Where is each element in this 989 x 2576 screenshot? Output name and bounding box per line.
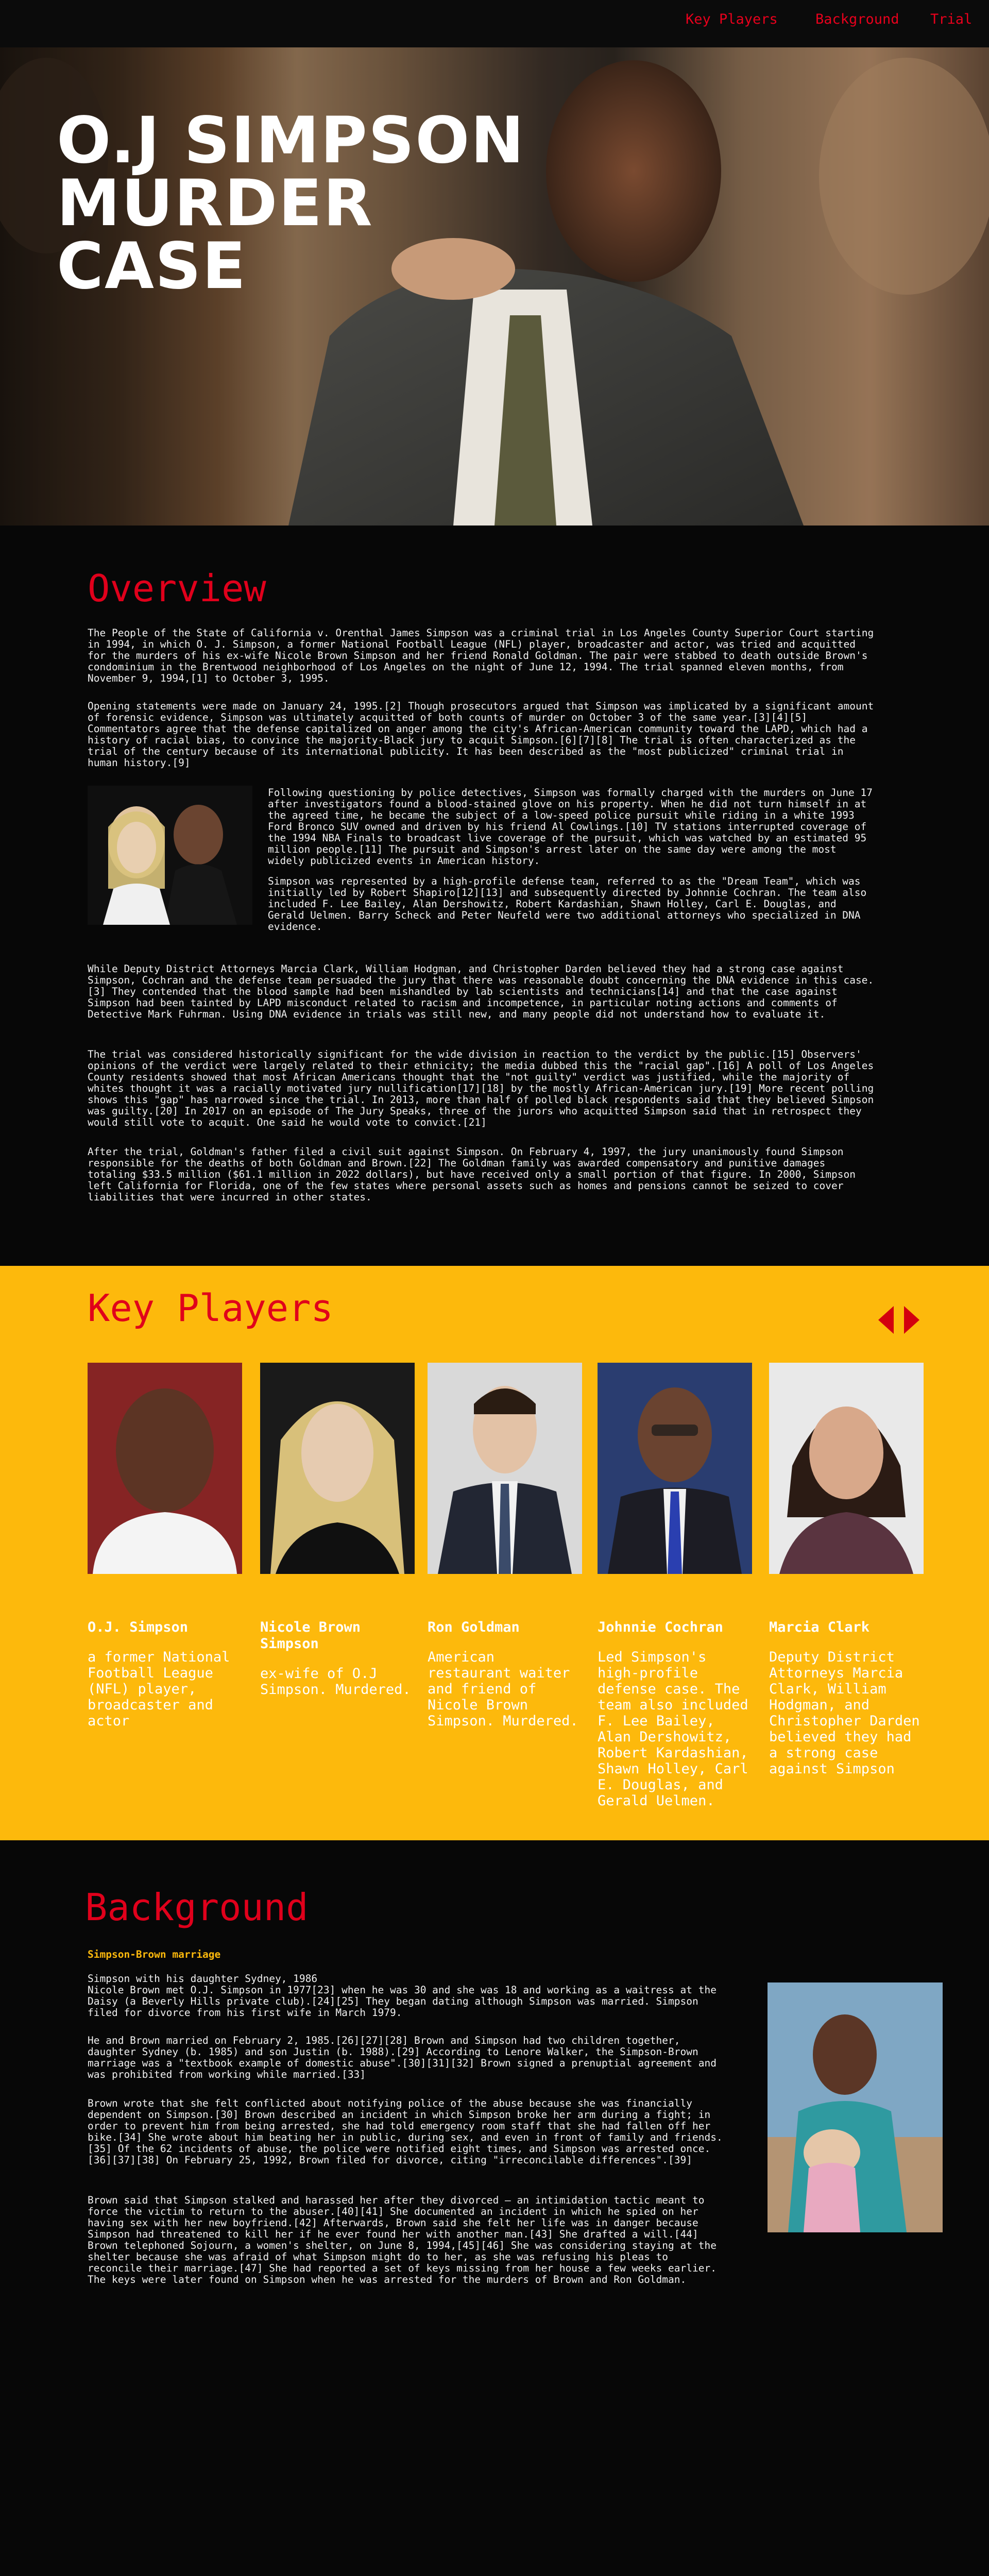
hero-title-line: MURDER	[57, 166, 373, 241]
overview-paragraph: Simpson was represented by a high-profile defense team, referred to as the "Dream Team", which was initially led by Robert Shapiro[12][13] and subsequently directed by Johnnie Cochran. The team also included F. Lee Bailey, Alan Dershowitz, Robert Kardashian, Shawn Holley, Carl E. Douglas, and Gerald Uelmen. Barry Scheck and Peter Neufeld were two additional attorneys who specialized in DNA evidence.	[268, 875, 867, 933]
overview-paragraph: After the trial, Goldman's father filed a civil suit against Simpson. On February 4, 1997, the jury unanimously found Simpson responsible for the deaths of both Goldman and Brown.[22] The Goldman family was awarded compensatory and punitive damages totaling $33.5 million ($61.1 million in 2022 dollars), but have received only a small portion of that figure. In 2000, Simpson left California for Florida, one of the few states where personal assets such as homes and pensions cannot be seized to cover liabilities that were incurred in other states.	[88, 1146, 856, 1203]
player-description: ex-wife of O.J Simpson. Murdered.	[260, 1666, 411, 1698]
player-card[interactable]	[769, 1363, 924, 1777]
overview-paragraph: The People of the State of California v. Orenthal James Simpson was a criminal trial in Los Angeles County Superior Court starting in 1994, in which O. J. Simpson, a former National Football League (NFL) player, broadcaster and actor, was tried and acquitted for the murders of his ex-wife Nicole Brown Simpson and her friend Ronald Goldman. The pair were stabbed to death outside Brown's condominium in the Brentwood neighborhood of Los Angeles on the night of June 12, 1994. The trial spanned eleven months, from November 9, 1994,[1] to October 3, 1995.	[88, 627, 874, 684]
background-paragraph: He and Brown married on February 2, 1985.[26][27][28] Brown and Simpson had two children together, daughter Sydney (b. 1985) and son Justin (b. 1988).[29] According to Lenore Walker, the Simpson-Brown marriage was a "textbook example of domestic abuse".[30][31][32] Brown signed a prenuptial agreement and was prohibited from working while married.[33]	[88, 2035, 717, 2080]
hero-title-line: CASE	[57, 229, 247, 303]
background-paragraph: Brown said that Simpson stalked and harassed her after they divorced – an intimidation tactic meant to force the victim to return to the abuser.[40][41] She documented an incident in which he spied on her having sex with her new boyfriend.[42] Afterwards, Brown said she felt her life was in danger because Simpson had threatened to kill her if he ever found her with another man.[43] She drafted a will.[44] Brown telephoned Sojourn, a women's shelter, on June 8, 1994,[45][46] She was considering staying at the shelter because she was afraid of what Simpson might do to her, as she was refusing his pleas to reconcile their marriage.[47] She had reported a set of keys missing from her house a few weeks earlier. The keys were later found on Simpson when he was arrested for the murders of Brown and Ron Goldman.	[88, 2194, 717, 2285]
player-photo	[260, 1363, 415, 1574]
player-name: Marcia Clark	[769, 1619, 870, 1635]
player-description: Deputy District Attorneys Marcia Clark, William Hodgman, and Christopher Darden believed they had a strong case against Simpson	[769, 1649, 920, 1777]
player-photo	[769, 1363, 924, 1574]
nav-link-key-players[interactable]: Key Players	[686, 11, 778, 27]
player-name: Ron Goldman	[428, 1619, 520, 1635]
hero-title-line: O.J SIMPSON	[57, 104, 525, 178]
key-players-section	[0, 1266, 989, 1840]
overview-paragraph: Opening statements were made on January 24, 1995.[2] Though prosecutors argued that Simpson was implicated by a significant amount of forensic evidence, Simpson was ultimately acquitted of both counts of murder on October 3 of the same year.[3][4][5] Commentators agree that the defense capitalized on anger among the city's African-American community toward the LAPD, which had a history of racial bias, to convince the majority-Black jury to acquit Simpson.[6][7][8] The trial is often characterized as the trial of the century because of its international publicity. It has been described as the "most publicized" criminal trial in human history.[9]	[88, 700, 874, 769]
overview-paragraph: The trial was considered historically significant for the wide division in reaction to the verdict by the public.[15] Observers' opinions of the verdict were largely related to their ethnicity; the media dubbed this the "racial gap".[16] A poll of Los Angeles County residents showed that most African Americans thought that the "not guilty" verdict was justified, while the majority of whites thought it was a racially motivated jury nullification[17][18] by the mostly African-American jury.[19] More recent polling shows this "gap" has narrowed since the trial. In 2013, more than half of polled black respondents said that they believed Simpson was guilty.[20] In 2017 on an episode of The Jury Speaks, three of the jurors who acquitted Simpson said that in retrospect they would still vote to acquit. One said he would vote to convict.[21]	[88, 1048, 874, 1128]
player-photo	[428, 1363, 582, 1574]
carousel-arrows	[878, 1306, 919, 1334]
top-nav	[0, 0, 989, 47]
overview-photo	[88, 786, 252, 925]
player-description: a former National Football League (NFL) player, broadcaster and actor	[88, 1649, 230, 1729]
player-name: Nicole Brown Simpson	[260, 1619, 361, 1652]
hero-title	[57, 104, 525, 303]
background-heading: Background	[85, 1886, 309, 1929]
player-card[interactable]	[260, 1363, 415, 1698]
key-players-heading: Key Players	[88, 1286, 333, 1330]
player-card[interactable]	[598, 1363, 752, 1809]
hero-banner	[0, 47, 989, 526]
background-caption: Simpson with his daughter Sydney, 1986	[88, 1973, 318, 1985]
player-description: American restaurant waiter and friend of Nicole Brown Simpson. Murdered.	[428, 1649, 578, 1729]
background-paragraph: Nicole Brown met O.J. Simpson in 1977[23] when he was 30 and she was 18 and working as a waitress at the Daisy (a Beverly Hills private club).[24][25] They began dating although Simpson was married. Simpson filed for divorce from his first wife in March 1979.	[88, 1984, 717, 2019]
player-card[interactable]	[88, 1363, 242, 1729]
arrow-right-icon	[904, 1306, 919, 1334]
player-photo	[88, 1363, 242, 1574]
nav-link-trial[interactable]: Trial	[930, 11, 973, 27]
player-description: Led Simpson's high-profile defense case. The team also included F. Lee Bailey, Alan Dershowitz, Robert Kardashian, Shawn Holley, Carl E. Douglas, and Gerald Uelmen.	[598, 1649, 748, 1809]
player-name: O.J. Simpson	[88, 1619, 189, 1635]
background-paragraph: Brown wrote that she felt conflicted about notifying police of the abuse because she was financially dependent on Simpson.[30] Brown described an incident in which Simpson broke her arm during a fight; in order to prevent him from being arrested, she had told emergency room staff that she had fallen off her bike.[34] She wrote about him beating her in public, during sex, and even in front of family and friends.[35] Of the 62 incidents of abuse, the police were notified eight times, and Simpson was arrested once.[36][37][38] On February 25, 1992, Brown filed for divorce, citing "irreconcilable differences".[39]	[88, 2097, 723, 2166]
background-photo	[768, 1982, 943, 2232]
background-subheading: Simpson-Brown marriage	[88, 1948, 221, 1960]
overview-heading: Overview	[88, 567, 266, 610]
player-card[interactable]	[428, 1363, 582, 1729]
player-photo	[598, 1363, 752, 1574]
nav-link-background[interactable]: Background	[815, 11, 899, 27]
overview-paragraph: While Deputy District Attorneys Marcia Clark, William Hodgman, and Christopher Darden believed they had a strong case against Simpson, Cochran and the defense team persuaded the jury that there was reasonable doubt concerning the DNA evidence in this case.[3] They contended that the blood sample had been mishandled by lab scientists and technicians[14] and that the case against Simpson had been tainted by LAPD misconduct related to racism and incompetence, in particular noting actions and comments of Detective Mark Fuhrman. Using DNA evidence in trials was still new, and many people did not understand how to evaluate it.	[88, 963, 874, 1020]
overview-paragraph: Following questioning by police detectives, Simpson was formally charged with the murders on June 17 after investigators found a blood-stained glove on his property. When he did not turn himself in at the agreed time, he became the subject of a low-speed police pursuit while riding in a white 1993 Ford Bronco SUV owned and driven by his friend Al Cowlings.[10] TV stations interrupted coverage of the 1994 NBA Finals to broadcast live coverage of the pursuit, which was watched by an estimated 95 million people.[11] The pursuit and Simpson's arrest later on the same day were among the most widely publicized events in American history.	[268, 787, 873, 867]
player-name: Johnnie Cochran	[598, 1619, 723, 1635]
arrow-left-icon	[878, 1306, 894, 1334]
